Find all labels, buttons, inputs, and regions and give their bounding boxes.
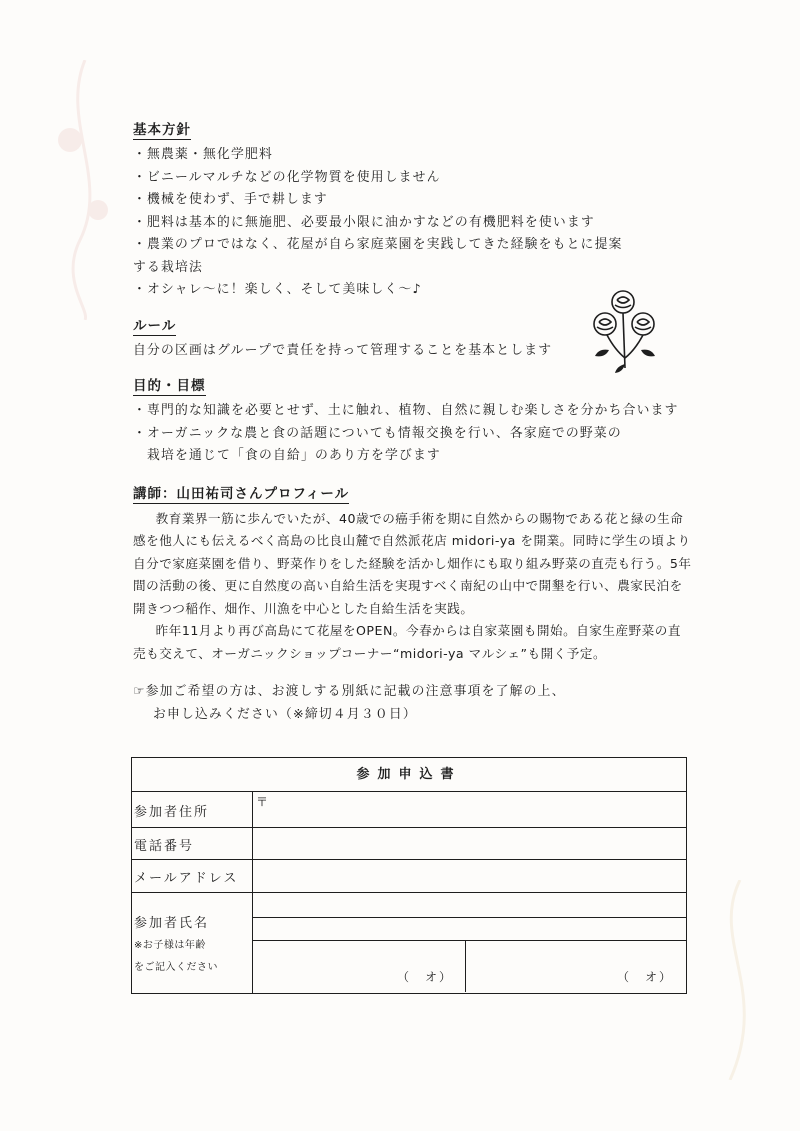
name-note-line1: ※お子様は年齢: [134, 940, 206, 951]
notice-deadline: お申し込みください（※締切４月３０日）: [153, 706, 417, 722]
age-label-right: （ オ）: [617, 970, 674, 984]
bleed-through-decoration: [40, 60, 130, 320]
policy-item-continued: する栽培法: [133, 259, 203, 275]
policy-item: ・農業のプロではなく、花屋が自ら家庭菜園を実践してきた経験をもとに提案: [133, 237, 623, 252]
policy-item: ・オシャレ～に！楽しく、そして美味しく～♪: [133, 282, 422, 297]
policy-item: ・ビニールマルチなどの化学物質を使用しません: [133, 169, 441, 185]
instructor-profile-paragraph-2: 昨年11月より再び高島にて花屋をOPEN。今春からは自家菜園も開始。自家生産野菜の直売も交えて、オーガニックショップコーナー“midori-ya マルシェ”も開く予定。: [133, 623, 681, 661]
age-label-left: （ オ）: [397, 970, 454, 984]
instructor-section: [133, 482, 693, 666]
rules-section: [133, 314, 693, 363]
name-row: [132, 892, 686, 992]
name-label: 参加者氏名: [134, 916, 210, 931]
rules-heading: ルール: [133, 314, 176, 336]
basic-policy-heading: 基本方針: [133, 118, 191, 140]
application-notice: [133, 681, 693, 726]
purpose-section: [133, 374, 693, 468]
bleed-through-decoration-right: [700, 880, 780, 1080]
name-field-divider: [465, 940, 466, 992]
address-row[interactable]: [132, 791, 686, 828]
phone-row[interactable]: [132, 827, 686, 860]
name-field-line-1: [252, 917, 686, 918]
postal-mark: 〒: [256, 795, 269, 809]
application-form: [131, 757, 687, 994]
pointing-hand-icon: ☞: [133, 684, 146, 699]
rules-text: 自分の区画はグループで責任を持って管理することを基本とします: [133, 342, 553, 358]
name-note-line2: をご記入ください: [134, 962, 218, 973]
policy-item: ・機械を使わず、手で耕します: [133, 192, 328, 207]
policy-item: ・肥料は基本的に無施肥、必要最小限に油かすなどの有機肥料を使います: [133, 214, 595, 230]
instructor-profile-paragraph: 教育業界一筋に歩んでいたが、40歳での癌手術を期に自然からの賜物である花と緑の生命感を他人にも伝えるべく高島の比良山麓で自然派花店 midori-ya を開業。同時に学生の頃より自分で家庭菜園を借り、野菜作りをした経験を活かし畑作にも取り組み野菜の直売も行う。5年間の活動の後、更に自然度の高い自給生活を実現すべく南紀の山中で開墾を行い、農家民泊を開きつつ稲作、畑作、川漁を中心とした自給生活を実践。: [133, 510, 692, 616]
purpose-item: ・専門的な知識を必要とせず、土に触れ、植物、自然に親しむ楽しさを分かち合います: [133, 403, 679, 418]
policy-item: ・無農薬・無化学肥料: [133, 147, 273, 162]
email-row[interactable]: [132, 859, 686, 893]
purpose-item: ・オーガニックな農と食の話題についても情報交換を行い、各家庭での野菜の: [133, 425, 622, 441]
notice-line: ☞参加ご希望の方は、お渡しする別紙に記載の注意事項を了解の上、: [133, 684, 566, 699]
phone-label: 電話番号: [134, 839, 195, 854]
email-label: メールアドレス: [134, 871, 239, 886]
basic-policy-section: [133, 118, 693, 302]
document-body: [133, 118, 693, 726]
purpose-heading: 目的・目標: [133, 374, 206, 396]
purpose-item-continued: 栽培を通じて「食の自給」のあり方を学びます: [147, 448, 441, 463]
form-title: 参加申込書: [132, 758, 686, 792]
name-field-line-2: [252, 940, 686, 941]
instructor-heading: 講師：山田祐司さんプロフィール: [133, 482, 349, 504]
address-label: 参加者住所: [134, 805, 210, 820]
